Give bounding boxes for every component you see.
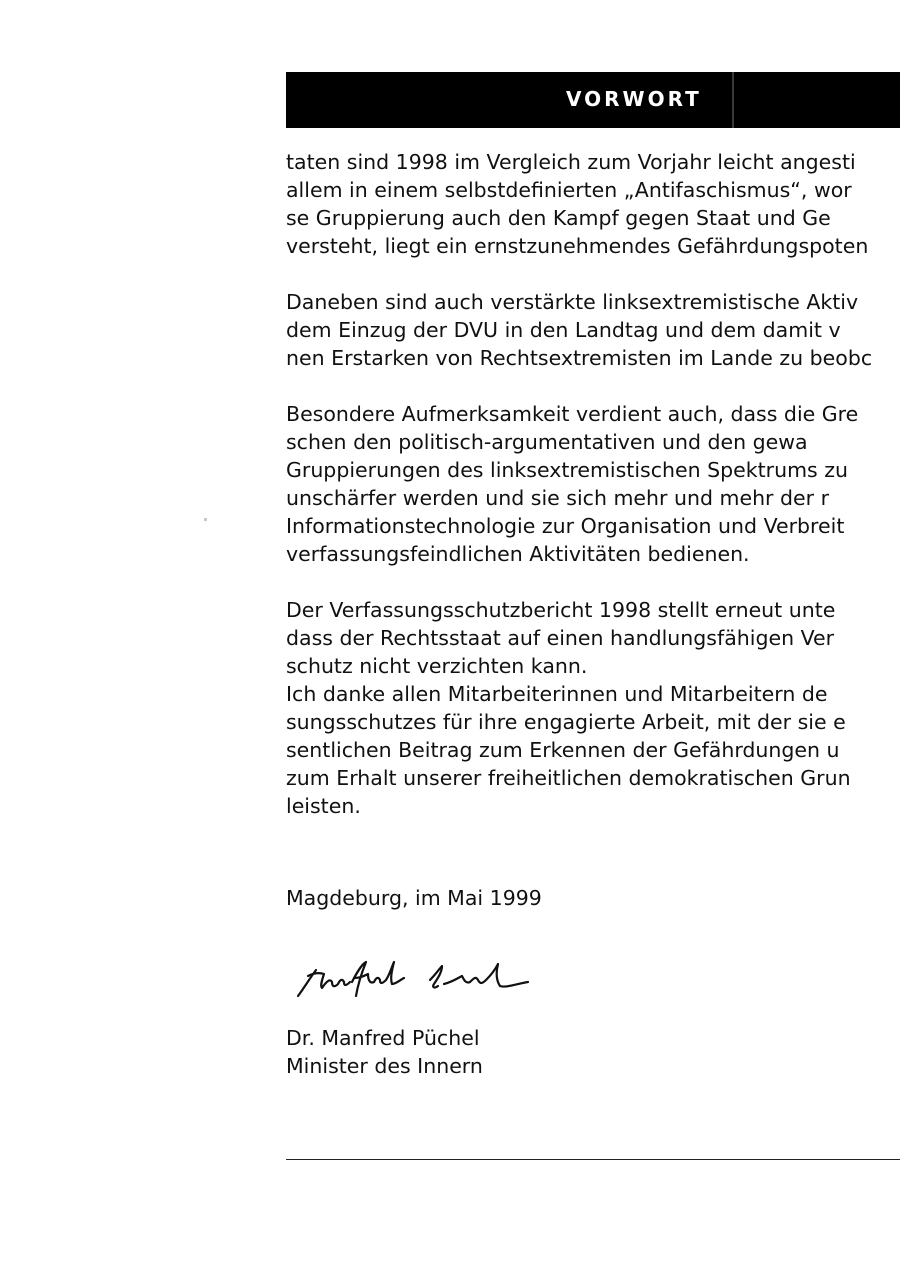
header-divider (732, 72, 734, 128)
text-line: Gruppierungen des linksextremistischen Spektrums zu (286, 458, 848, 482)
text-line: dem Einzug der DVU in den Landtag und dem damit v (286, 318, 841, 342)
paragraph-4 (286, 596, 900, 820)
text-line: se Gruppierung auch den Kampf gegen Staat und Ge (286, 206, 831, 230)
paragraph-1 (286, 148, 900, 260)
footer-divider (286, 1159, 900, 1160)
text-line: dass der Rechtsstaat auf einen handlungsfähigen Ver (286, 626, 835, 650)
paragraph-2 (286, 288, 900, 372)
paragraph-3 (286, 400, 900, 568)
text-line: sentlichen Beitrag zum Erkennen der Gefährdungen u (286, 738, 840, 762)
scan-speck (204, 518, 207, 521)
text-line: zum Erhalt unserer freiheitlichen demokratischen Grun (286, 766, 851, 790)
text-line: Informationstechnologie zur Organisation und Verbreit (286, 514, 845, 538)
text-line: taten sind 1998 im Vergleich zum Vorjahr leicht angesti (286, 150, 856, 174)
body-text (286, 148, 900, 820)
signer-name: Dr. Manfred Püchel (286, 1026, 480, 1050)
handwritten-signature (296, 956, 546, 1006)
text-line: schutz nicht verzichten kann. (286, 654, 588, 678)
signer-title: Minister des Innern (286, 1054, 483, 1078)
text-line: sungsschutzes für ihre engagierte Arbeit, mit der sie e (286, 710, 846, 734)
text-line: leisten. (286, 794, 361, 818)
text-line: nen Erstarken von Rechtsextremisten im Lande zu beobc (286, 346, 873, 370)
text-line: Ich danke allen Mitarbeiterinnen und Mitarbeitern de (286, 682, 828, 706)
text-line: Besondere Aufmerksamkeit verdient auch, dass die Gre (286, 402, 859, 426)
text-line: unschärfer werden und sie sich mehr und mehr der r (286, 486, 829, 510)
place-date: Magdeburg, im Mai 1999 (286, 886, 542, 910)
text-line: Daneben sind auch verstärkte linksextremistische Aktiv (286, 290, 859, 314)
page-title: VORWORT (566, 87, 702, 111)
header-bar (286, 72, 900, 128)
text-line: versteht, liegt ein ernstzunehmendes Gefährdungspoten (286, 234, 869, 258)
text-line: verfassungsfeindlichen Aktivitäten bedienen. (286, 542, 750, 566)
text-line: allem in einem selbstdefinierten „Antifaschismus“, wor (286, 178, 852, 202)
text-line: Der Verfassungsschutzbericht 1998 stellt erneut unte (286, 598, 836, 622)
text-line: schen den politisch-argumentativen und den gewa (286, 430, 808, 454)
